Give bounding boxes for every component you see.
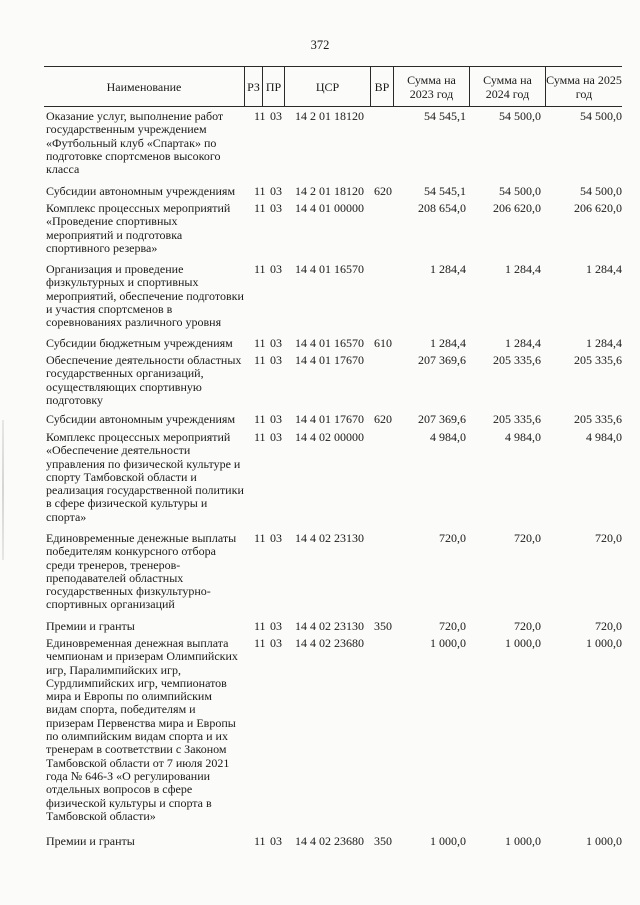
row-rz: 11 <box>254 834 266 848</box>
row-vr: 620 <box>374 412 392 426</box>
row-sum-2025: 4 984,0 <box>586 430 622 444</box>
row-csr: 14 4 01 17670 <box>295 353 364 367</box>
table-body <box>44 110 622 852</box>
row-sum-2023: 1 284,4 <box>430 262 466 276</box>
row-name: Единовременная денежная выплата чемпионам и призерам Олимпийских игр, Паралимпийских игр, Сурдлимпийских игр, чемпионатов мира и Европы по олимпийским видам спорта, победителям и призерам Первенства мира и Европы по олимпийским видам спорта и их тренерам в соответствии с Законом Тамбовской области от 7 июля 2021 года № 646-З «О регулировании отдельных вопросов в сфере физической культуры и спорта в Тамбовской области» <box>46 636 238 823</box>
row-sum-2024: 206 620,0 <box>493 201 541 215</box>
table-header <box>44 66 622 107</box>
row-csr: 14 2 01 18120 <box>295 184 364 198</box>
row-name: Субсидии автономным учреждениям <box>46 412 236 426</box>
row-rz: 11 <box>254 636 266 650</box>
row-sum-2023: 1 284,4 <box>430 336 466 350</box>
row-pr: 03 <box>270 184 282 198</box>
row-vr: 350 <box>374 619 392 633</box>
row-rz: 11 <box>254 531 266 545</box>
row-sum-2024: 720,0 <box>514 619 541 633</box>
header-csr: ЦСР <box>284 67 370 106</box>
row-sum-2025: 1 000,0 <box>586 834 622 848</box>
row-name: Субсидии автономным учреждениям <box>46 184 236 198</box>
row-name: Комплекс процессных мероприятий «Проведение спортивных мероприятий и подготовка спортивного резерва» <box>46 201 231 255</box>
row-csr: 14 4 02 00000 <box>295 430 364 444</box>
row-sum-2024: 205 335,6 <box>493 412 541 426</box>
header-rz: РЗ <box>244 67 262 106</box>
page-number: 372 <box>310 38 330 52</box>
table-row <box>44 637 622 835</box>
row-pr: 03 <box>270 636 282 650</box>
row-csr: 14 4 02 23130 <box>295 531 364 545</box>
row-rz: 11 <box>254 336 266 350</box>
row-csr: 14 4 02 23680 <box>295 636 364 650</box>
row-sum-2023: 207 369,6 <box>418 353 466 367</box>
scan-edge-mark <box>2 420 4 560</box>
row-rz: 11 <box>254 201 266 215</box>
row-sum-2023: 54 545,1 <box>424 184 466 198</box>
row-sum-2023: 208 654,0 <box>418 201 466 215</box>
row-sum-2025: 54 500,0 <box>580 109 622 123</box>
header-vr: ВР <box>370 67 393 106</box>
table-row <box>44 337 622 354</box>
row-vr: 620 <box>374 184 392 198</box>
row-sum-2024: 1 284,4 <box>505 262 541 276</box>
row-sum-2025: 1 284,4 <box>586 336 622 350</box>
row-pr: 03 <box>270 834 282 848</box>
row-vr: 350 <box>374 834 392 848</box>
row-sum-2024: 720,0 <box>514 531 541 545</box>
row-sum-2025: 1 284,4 <box>586 262 622 276</box>
table-row <box>44 431 622 532</box>
row-rz: 11 <box>254 109 266 123</box>
row-sum-2025: 206 620,0 <box>574 201 622 215</box>
row-sum-2023: 1 000,0 <box>430 834 466 848</box>
row-csr: 14 4 01 16570 <box>295 262 364 276</box>
row-rz: 11 <box>254 262 266 276</box>
row-csr: 14 4 01 17670 <box>295 412 364 426</box>
table-row <box>44 185 622 202</box>
row-sum-2024: 1 000,0 <box>505 834 541 848</box>
row-pr: 03 <box>270 430 282 444</box>
row-rz: 11 <box>254 430 266 444</box>
row-sum-2024: 205 335,6 <box>493 353 541 367</box>
row-sum-2023: 54 545,1 <box>424 109 466 123</box>
header-name: Наименование <box>106 79 182 94</box>
budget-table <box>44 66 622 852</box>
header-sum-2023: Сумма на 2023 год <box>393 67 469 106</box>
row-pr: 03 <box>270 619 282 633</box>
row-name: Единовременные денежные выплаты победителям конкурсного отбора среди тренеров, тренеров-преподавателей областных государственных физкультурно-спортивных организаций <box>46 531 237 612</box>
row-sum-2025: 54 500,0 <box>580 184 622 198</box>
row-sum-2025: 205 335,6 <box>574 412 622 426</box>
row-sum-2023: 720,0 <box>439 531 466 545</box>
row-pr: 03 <box>270 353 282 367</box>
row-name: Оказание услуг, выполнение работ государственным учреждением «Футбольный клуб «Спартак» по подготовке спортсменов высокого класса <box>46 109 224 177</box>
row-sum-2025: 720,0 <box>595 619 622 633</box>
row-pr: 03 <box>270 262 282 276</box>
table-row <box>44 532 622 620</box>
table-row <box>44 263 622 337</box>
row-name: Премии и гранты <box>46 834 135 848</box>
row-vr: 610 <box>374 336 392 350</box>
header-pr: ПР <box>262 67 284 106</box>
row-name: Организация и проведение физкультурных и спортивных мероприятий, обеспечение подготовки и участия спортсменов в соревнованиях различного уровня <box>46 262 244 330</box>
row-sum-2025: 1 000,0 <box>586 636 622 650</box>
header-sum-2025: Сумма на 2025 год <box>545 67 622 106</box>
row-pr: 03 <box>270 412 282 426</box>
table-row <box>44 835 622 852</box>
row-pr: 03 <box>270 201 282 215</box>
row-sum-2024: 4 984,0 <box>505 430 541 444</box>
row-sum-2023: 207 369,6 <box>418 412 466 426</box>
row-csr: 14 2 01 18120 <box>295 109 364 123</box>
row-sum-2024: 54 500,0 <box>499 109 541 123</box>
table-row <box>44 110 622 185</box>
row-name: Премии и гранты <box>46 619 135 633</box>
row-name: Комплекс процессных мероприятий «Обеспечение деятельности управления по физической культуре и спорту Тамбовской области и реализация государственной политики в сфере физической культуры и спорта» <box>46 430 244 524</box>
row-sum-2024: 1 284,4 <box>505 336 541 350</box>
row-sum-2025: 720,0 <box>595 531 622 545</box>
row-sum-2023: 1 000,0 <box>430 636 466 650</box>
row-pr: 03 <box>270 336 282 350</box>
row-csr: 14 4 01 00000 <box>295 201 364 215</box>
row-pr: 03 <box>270 109 282 123</box>
row-csr: 14 4 01 16570 <box>295 336 364 350</box>
row-pr: 03 <box>270 531 282 545</box>
header-sum-2024: Сумма на 2024 год <box>469 67 545 106</box>
table-row <box>44 202 622 263</box>
row-sum-2024: 54 500,0 <box>499 184 541 198</box>
row-rz: 11 <box>254 412 266 426</box>
table-row <box>44 413 622 431</box>
row-rz: 11 <box>254 353 266 367</box>
row-sum-2025: 205 335,6 <box>574 353 622 367</box>
row-rz: 11 <box>254 619 266 633</box>
row-rz: 11 <box>254 184 266 198</box>
table-row <box>44 620 622 637</box>
row-sum-2024: 1 000,0 <box>505 636 541 650</box>
row-name: Субсидии бюджетным учреждениям <box>46 336 233 350</box>
table-row <box>44 354 622 413</box>
row-sum-2023: 720,0 <box>439 619 466 633</box>
row-csr: 14 4 02 23130 <box>295 619 364 633</box>
row-sum-2023: 4 984,0 <box>430 430 466 444</box>
row-name: Обеспечение деятельности областных государственных организаций, осуществляющих спортивную подготовку <box>46 353 242 407</box>
row-csr: 14 4 02 23680 <box>295 834 364 848</box>
